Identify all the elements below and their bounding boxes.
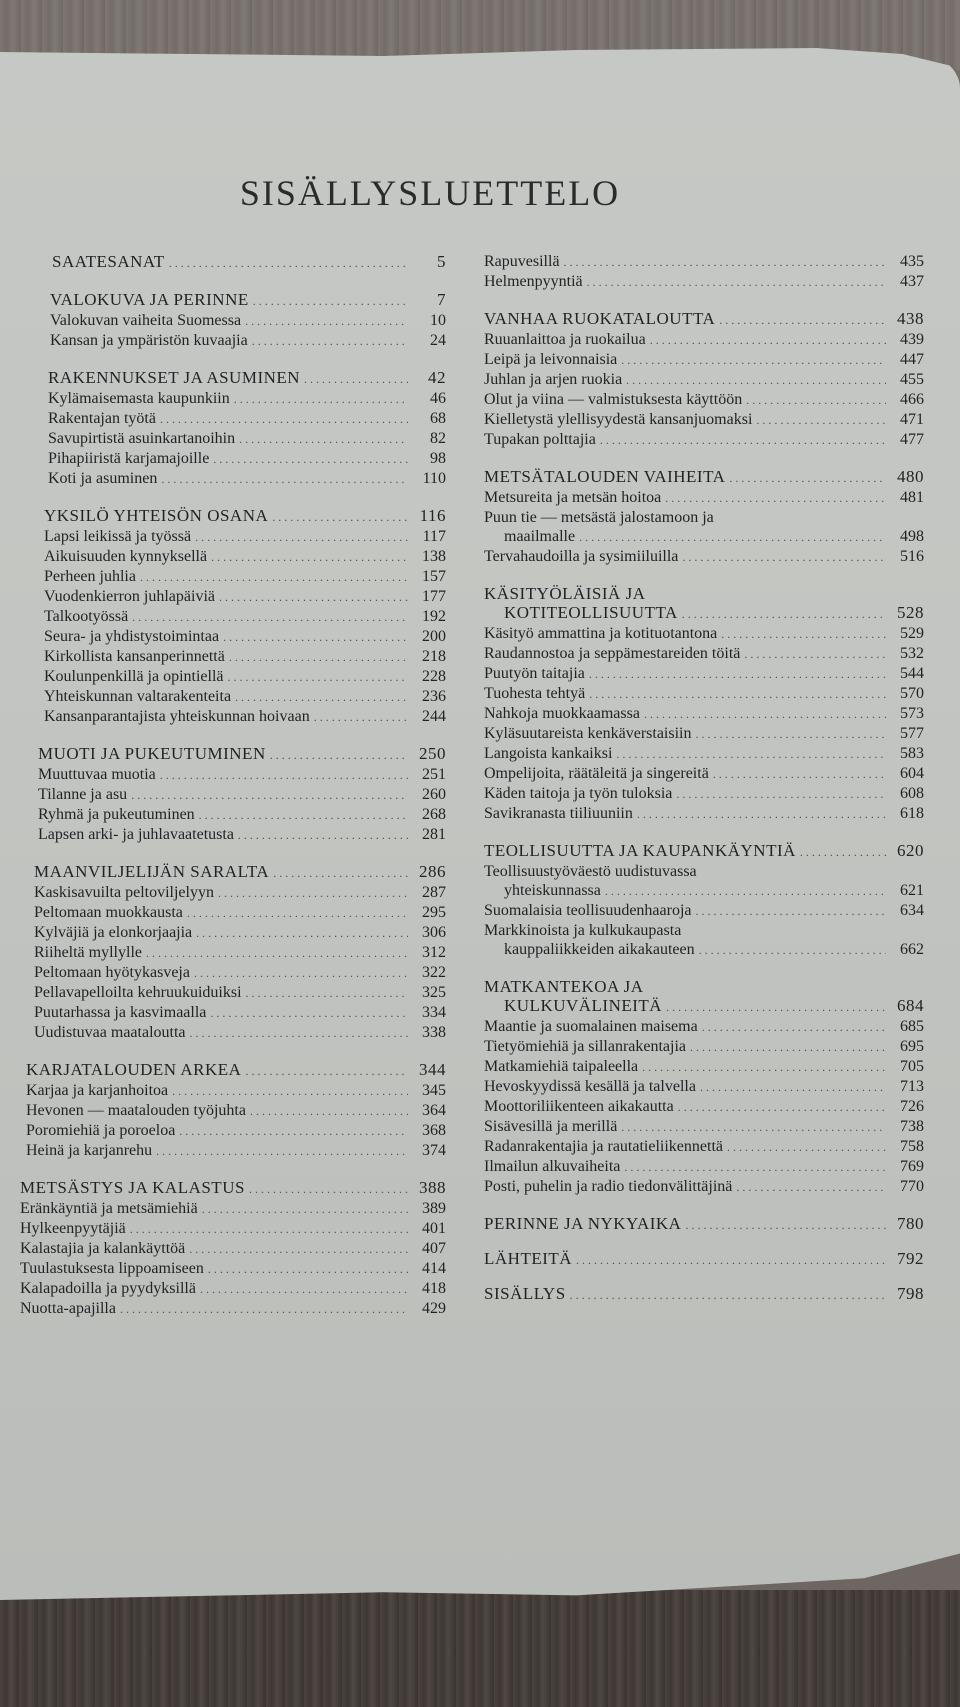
- toc-entry: Eränkäyntiä ja metsämiehiä . . . 389: [20, 1199, 446, 1219]
- toc-entry: Muuttuvaa muotia . . . 251: [38, 765, 446, 785]
- toc-heading: VALOKUVA JA PERINNE . . . 7: [50, 290, 446, 311]
- toc-entry: Ruuanlaittoa ja ruokailua . . . 439: [484, 330, 924, 350]
- toc-entry: Kyläsuutareista kenkäverstaisiin . . . 577: [484, 724, 924, 744]
- toc-section: [484, 977, 924, 1197]
- toc-entry: Savupirtistä asuinkartanoihin . . . 82: [48, 429, 446, 449]
- toc-entry: Talkootyössä . . . 192: [44, 607, 446, 627]
- toc-entry: Perheen juhlia . . . 157: [44, 567, 446, 587]
- toc-entry: Kalapadoilla ja pyydyksillä . . . 418: [20, 1279, 446, 1299]
- toc-right-column: [484, 252, 924, 1319]
- toc-entry: Kaskisavuilta peltoviljelyyn . . . 287: [34, 883, 446, 903]
- toc-heading: TEOLLISUUTTA JA KAUPANKÄYNTIÄ . . . 620: [484, 841, 924, 862]
- toc-entry: Tuohesta tehtyä . . . 570: [484, 684, 924, 704]
- toc-entry: Suomalaisia teollisuudenhaaroja . . . 634: [484, 901, 924, 921]
- toc-entry: Ompelijoita, räätäleitä ja singereitä . . . 604: [484, 764, 924, 784]
- toc-section: [484, 1214, 924, 1235]
- toc-entry: Moottoriliikenteen aikakautta . . . 726: [484, 1097, 924, 1117]
- toc-entry: Aikuisuuden kynnyksellä . . . 138: [44, 547, 446, 567]
- toc-entry: Poromiehiä ja poroeloa . . . 368: [26, 1121, 446, 1141]
- toc-heading: SISÄLLYS . . . 798: [484, 1284, 924, 1305]
- toc-entry: Vuodenkierron juhlapäiviä . . . 177: [44, 587, 446, 607]
- toc-section: [48, 368, 446, 489]
- toc-heading: MATKANTEKOA JA: [484, 977, 644, 996]
- toc-entry: Käden taitoja ja työn tuloksia . . . 608: [484, 784, 924, 804]
- toc-left-column: [14, 252, 446, 1336]
- toc-section: [38, 744, 446, 845]
- toc-entry-continuation: maailmalle . . . 498: [484, 527, 924, 547]
- toc-entry: Pihapiiristä karjamajoille . . . 98: [48, 449, 446, 469]
- toc-entry: Kylämaisemasta kaupunkiin . . . 46: [48, 389, 446, 409]
- toc-entry: Markkinoista ja kulkukaupasta: [484, 922, 682, 939]
- toc-entry: Kylväjiä ja elonkorjaajia . . . 306: [34, 923, 446, 943]
- toc-entry: Kansan ja ympäristön kuvaajia . . . 24: [50, 331, 446, 351]
- toc-section-continued: [484, 252, 924, 292]
- toc-entry: Tietyömiehiä ja sillanrakentajia . . . 695: [484, 1037, 924, 1057]
- toc-entry: Hylkeenpyytäjiä . . . 401: [20, 1219, 446, 1239]
- toc-entry: Posti, puhelin ja radio tiedonvälittäjinä . . . 770: [484, 1177, 924, 1197]
- toc-entry: Kirkollista kansanperinnettä . . . 218: [44, 647, 446, 667]
- toc-entry: Koti ja asuminen . . . 110: [48, 469, 446, 489]
- toc-entry: Puun tie — metsästä jalostamoon ja: [484, 509, 714, 526]
- toc-heading: YKSILÖ YHTEISÖN OSANA . . . 116: [44, 506, 446, 527]
- toc-section: [484, 1284, 924, 1305]
- toc-entry: Koulunpenkillä ja opintiellä . . . 228: [44, 667, 446, 687]
- toc-entry-continuation: yhteiskunnassa . . . 621: [484, 881, 924, 901]
- toc-section: [44, 506, 446, 727]
- toc-entry: Maantie ja suomalainen maisema . . . 685: [484, 1017, 924, 1037]
- dot-leader: [169, 254, 408, 273]
- toc-heading-continuation: KOTITEOLLISUUTTA . . . 528: [484, 603, 924, 624]
- toc-entry: Langoista kankaiksi . . . 583: [484, 744, 924, 764]
- toc-heading: KÄSITYÖLÄISIÄ JA: [484, 584, 646, 603]
- toc-section: [34, 862, 446, 1043]
- toc-entry: Käsityö ammattina ja kotituotantona . . . 529: [484, 624, 924, 644]
- toc-heading: KARJATALOUDEN ARKEA . . . 344: [26, 1060, 446, 1081]
- toc-entry: Kansanparantajista yhteiskunnan hoivaan . . . 244: [44, 707, 446, 727]
- toc-entry: Tervahaudoilla ja sysimiiluilla . . . 516: [484, 547, 924, 567]
- toc-entry: Riiheltä myllylle . . . 312: [34, 943, 446, 963]
- toc-section: [20, 1178, 446, 1319]
- toc-entry: Sisävesillä ja merillä . . . 738: [484, 1117, 924, 1137]
- toc-heading: PERINNE JA NYKYAIKA . . . 780: [484, 1214, 924, 1235]
- toc-entry: Heinä ja karjanrehu . . . 374: [26, 1141, 446, 1161]
- toc-section: [26, 1060, 446, 1161]
- toc-section: [484, 309, 924, 450]
- toc-heading: RAKENNUKSET JA ASUMINEN . . . 42: [48, 368, 446, 389]
- toc-entry: Lapsi leikissä ja työssä . . . 117: [44, 527, 446, 547]
- toc-entry: Puutarhassa ja kasvimaalla . . . 334: [34, 1003, 446, 1023]
- toc-entry: Olut ja viina — valmistuksesta käyttöön . . . 466: [484, 390, 924, 410]
- toc-entry: Puutyön taitajia . . . 544: [484, 664, 924, 684]
- wood-table-background-bottom: [0, 1590, 960, 1707]
- toc-heading: VANHAA RUOKATALOUTTA . . . 438: [484, 309, 924, 330]
- toc-entry: Savikranasta tiiliuuniin . . . 618: [484, 804, 924, 824]
- toc-heading: LÄHTEITÄ . . . 792: [484, 1249, 924, 1270]
- toc-heading: SAATESANAT . . . 5: [52, 252, 446, 273]
- toc-entry: Teollisuustyöväestö uudistuvassa: [484, 863, 697, 880]
- toc-entry: Ilmailun alkuvaiheita . . . 769: [484, 1157, 924, 1177]
- toc-entry: Rakentajan työtä . . . 68: [48, 409, 446, 429]
- toc-entry-continuation: kauppaliikkeiden aikakauteen . . . 662: [484, 940, 924, 960]
- toc-entry: Matkamiehiä taipaleella . . . 705: [484, 1057, 924, 1077]
- toc-heading: METSÄTALOUDEN VAIHEITA . . . 480: [484, 467, 924, 488]
- toc-entry: Tilanne ja asu . . . 260: [38, 785, 446, 805]
- toc-section: [484, 584, 924, 824]
- toc-entry: Nuotta-apajilla . . . 429: [20, 1299, 446, 1319]
- toc-entry: Tupakan polttajia . . . 477: [484, 430, 924, 450]
- toc-entry: Peltomaan hyötykasveja . . . 322: [34, 963, 446, 983]
- toc-section: [484, 841, 924, 960]
- toc-section: [484, 1249, 924, 1270]
- toc-entry: Pellavapelloilta kehruukuiduiksi . . . 325: [34, 983, 446, 1003]
- toc-entry: Rapuvesillä . . . 435: [484, 252, 924, 272]
- toc-entry: Ryhmä ja pukeutuminen . . . 268: [38, 805, 446, 825]
- page-title: SISÄLLYSLUETTELO: [239, 173, 621, 214]
- toc-entry: Raudannostoa ja seppämestareiden töitä . . . 532: [484, 644, 924, 664]
- toc-heading: MAANVILJELIJÄN SARALTA . . . 286: [34, 862, 446, 883]
- toc-heading-continuation: KULKUVÄLINEITÄ . . . 684: [484, 996, 924, 1017]
- toc-entry: Seura- ja yhdistystoimintaa . . . 200: [44, 627, 446, 647]
- toc-section: [484, 467, 924, 567]
- toc-heading: MUOTI JA PUKEUTUMINEN . . . 250: [38, 744, 446, 765]
- toc-entry: Kalastajia ja kalankäyttöä . . . 407: [20, 1239, 446, 1259]
- toc-entry: Peltomaan muokkausta . . . 295: [34, 903, 446, 923]
- page-number: 5: [437, 252, 446, 271]
- toc-section: [52, 252, 446, 273]
- toc-entry: Kielletystä ylellisyydestä kansanjuomaksi . . . 471: [484, 410, 924, 430]
- toc-entry: Tuulastuksesta lippoamiseen . . . 414: [20, 1259, 446, 1279]
- toc-entry: Hevoskyydissä kesällä ja talvella . . . 713: [484, 1077, 924, 1097]
- toc-entry: Nahkoja muokkaamassa . . . 573: [484, 704, 924, 724]
- toc-entry: Lapsen arki- ja juhlavaatetusta . . . 281: [38, 825, 446, 845]
- toc-heading: METSÄSTYS JA KALASTUS . . . 388: [20, 1178, 446, 1199]
- toc-entry: Uudistuvaa maataloutta . . . 338: [34, 1023, 446, 1043]
- toc-entry: Metsureita ja metsän hoitoa . . . 481: [484, 488, 924, 508]
- toc-entry: Hevonen — maatalouden työjuhta . . . 364: [26, 1101, 446, 1121]
- toc-entry: Valokuvan vaiheita Suomessa . . . 10: [50, 311, 446, 331]
- toc-entry: Karjaa ja karjanhoitoa . . . 345: [26, 1081, 446, 1101]
- toc-entry: Yhteiskunnan valtarakenteita . . . 236: [44, 687, 446, 707]
- toc-entry: Helmenpyyntiä . . . 437: [484, 272, 924, 292]
- toc-entry: Juhlan ja arjen ruokia . . . 455: [484, 370, 924, 390]
- toc-entry: Leipä ja leivonnaisia . . . 447: [484, 350, 924, 370]
- toc-entry: Radanrakentajia ja rautatieliikennettä . . . 758: [484, 1137, 924, 1157]
- toc-section: [50, 290, 446, 351]
